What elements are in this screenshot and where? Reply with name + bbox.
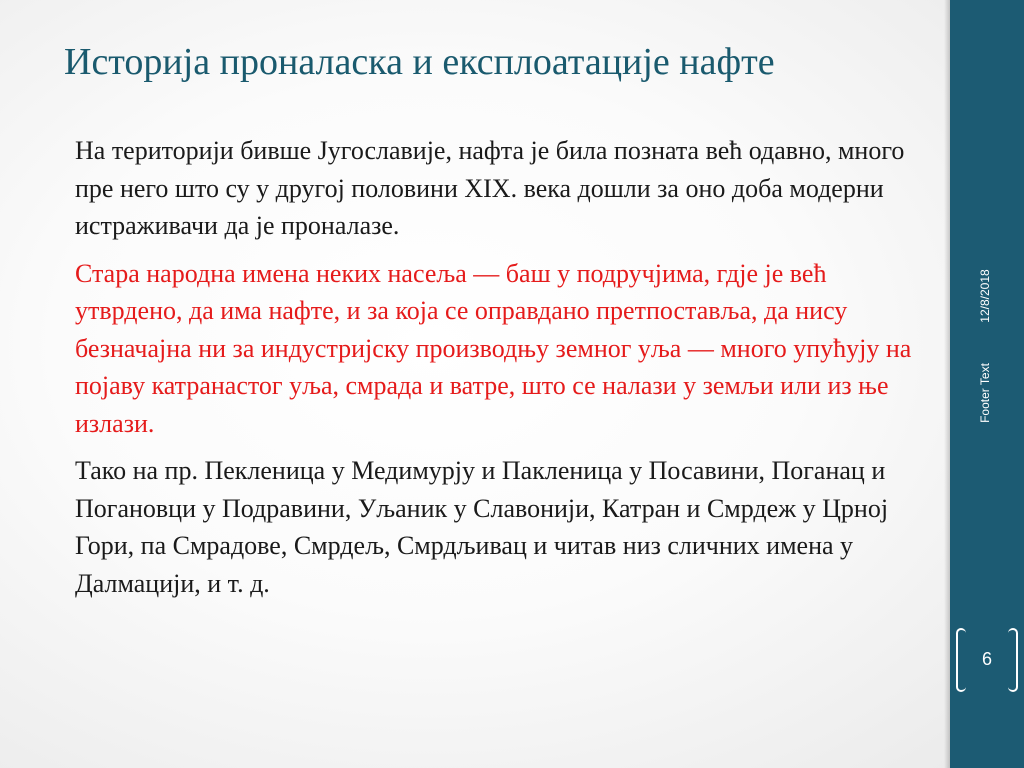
paragraph-2-highlighted: Стара народна имена неких насеља — баш у подручјима, гдје је већ утврдено, да има нафте, и за која се оправдано претпоставља, да нису безначајна ни за индустријску производњу земног уља — много упућују на појаву катранастог уља, смрада и ватре, што се налази у земљи или из ње излази.	[75, 258, 912, 438]
slide-body	[75, 132, 915, 612]
page-number: 6	[981, 649, 992, 669]
slide-date: 12/8/2018	[978, 269, 992, 323]
slide-footer: Footer Text	[978, 363, 992, 423]
paragraph-3: Тако на пр. Пекленица у Медимурју и Пакленица у Посавини, Поганац и Погановци у Подравини, Уљаник у Славонији, Катран и Смрдеж у Црној Гори, па Смрадове, Смрдељ, Смрдљивац и читав низ сличних имена у Далмацији, и т. д.	[75, 456, 889, 598]
paragraph-1: На територији бивше Југославије, нафта је била позната већ одавно, много пре него што су у другој половини XIХ. века дошли за оно доба модерни истраживачи да је проналазе.	[75, 136, 905, 240]
slide-title: Историја проналаска и експлоатације нафте	[64, 41, 775, 83]
page-number-badge	[956, 628, 1018, 690]
